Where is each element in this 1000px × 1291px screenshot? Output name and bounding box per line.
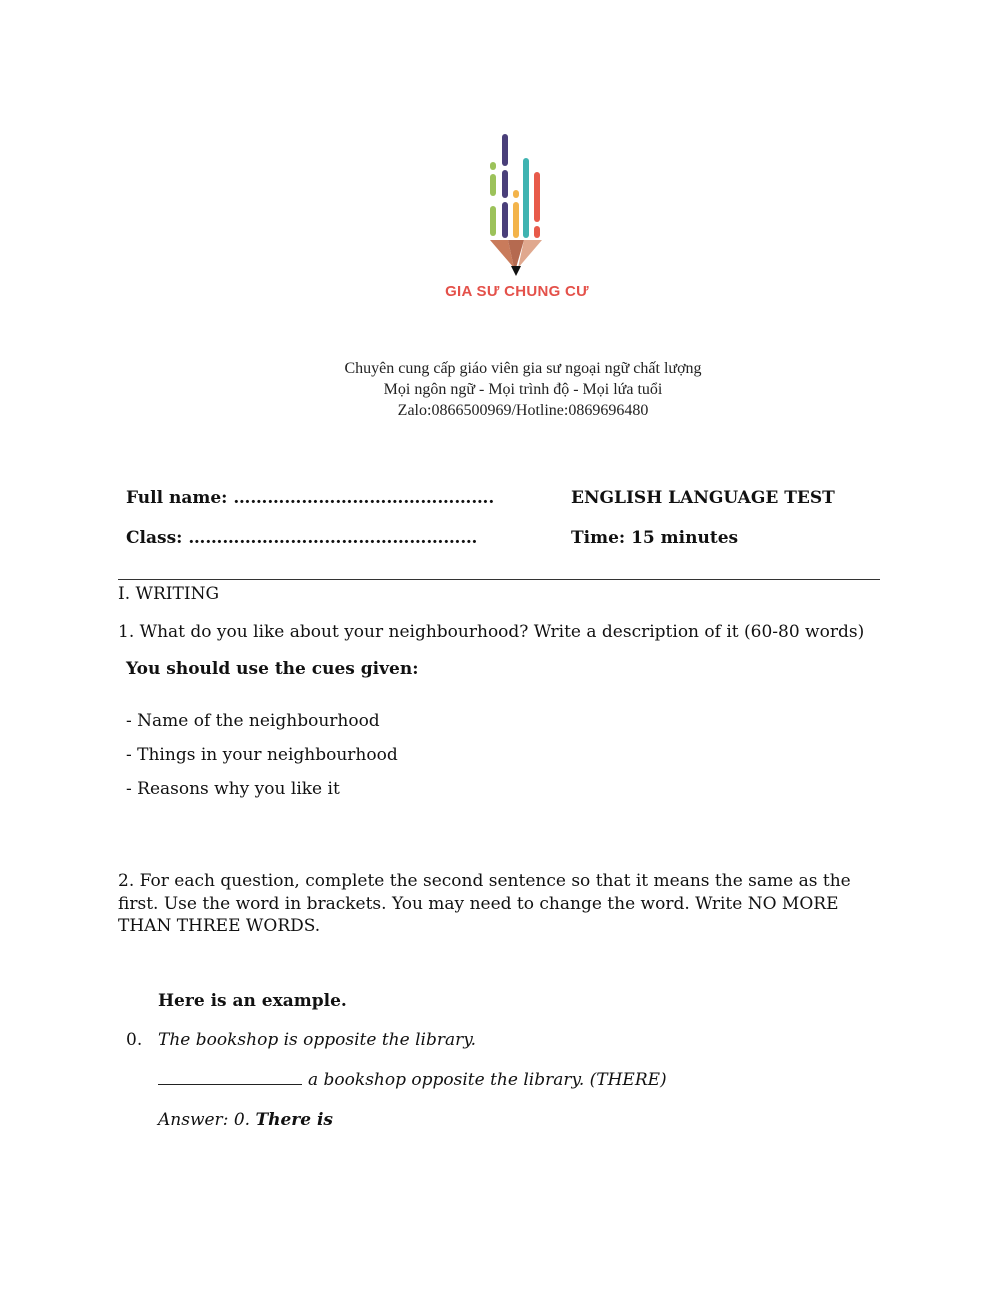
example-heading: Here is an example. [158, 991, 347, 1011]
pencil-logo-icon [480, 128, 560, 288]
full-name-field: Full name: ………………………………………. [126, 488, 495, 508]
class-field: Class: …………………………………………… [126, 528, 478, 548]
answer-blank [158, 1070, 302, 1085]
cues-heading: You should use the cues given: [126, 659, 419, 679]
cue-item: - Reasons why you like it [126, 779, 340, 799]
cue-item: - Name of the neighbourhood [126, 711, 380, 731]
example-rewrite-text: a bookshop opposite the library. (THERE) [308, 1070, 667, 1090]
example-number: 0. [126, 1030, 143, 1050]
answer-value: There is [255, 1110, 333, 1130]
question-1: 1. What do you like about your neighbourhood? Write a description of it (60-80 words) [118, 622, 865, 642]
test-title: ENGLISH LANGUAGE TEST [571, 488, 835, 508]
brand-logo-text: GIA SƯ CHUNG CƯ [445, 283, 589, 300]
example-sentence: The bookshop is opposite the library. [158, 1030, 476, 1050]
test-time: Time: 15 minutes [571, 528, 739, 548]
tagline-contact: Zalo:0866500969/Hotline:0869696480 [397, 402, 649, 419]
cue-item: - Things in your neighbourhood [126, 745, 398, 765]
header-divider [118, 579, 880, 580]
tagline-line-2: Mọi ngôn ngữ - Mọi trình độ - Mọi lứa tuổi [383, 381, 663, 398]
tagline-line-1: Chuyên cung cấp giáo viên gia sư ngoại ngữ chất lượng [344, 360, 702, 377]
question-2: 2. For each question, complete the second sentence so that it means the same as the first. Use the word in brackets. You may need to change the word. Write NO MORE THAN THREE WORDS. [118, 871, 851, 936]
example-rewrite-line [158, 1070, 667, 1090]
section-title: I. WRITING [118, 584, 220, 604]
example-answer [158, 1110, 333, 1130]
answer-prefix: Answer: 0. [158, 1110, 251, 1130]
